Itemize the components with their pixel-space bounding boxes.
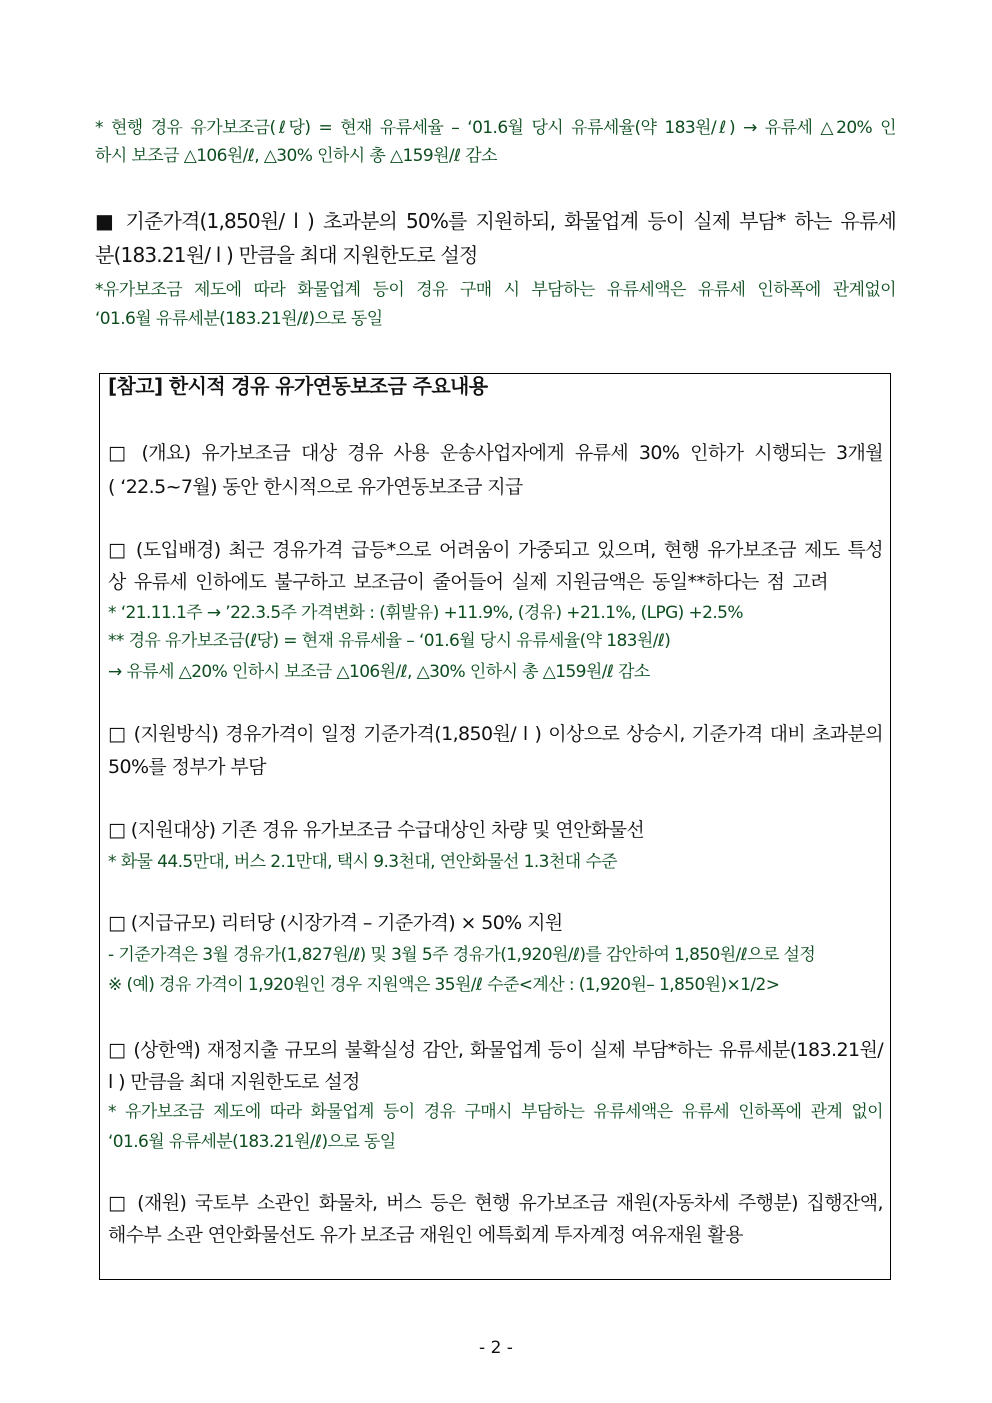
background-note-2: ** 경유 유가보조금(ℓ당) = 현재 유류세율 – ‘01.6월 당시 유류세율(약 183원/ℓ)	[108, 631, 671, 651]
main-point-line-1: ■ 기준가격(1,850원/ l ) 초과분의 50%를 지원하되, 화물업계 등이 실제 부담* 하는 유류세	[95, 209, 896, 233]
main-point-note-2: ‘01.6월 유류세분(183.21원/ℓ)으로 동일	[95, 309, 383, 329]
cap-note-2: ‘01.6월 유류세분(183.21원/ℓ)으로 동일	[108, 1132, 396, 1152]
main-point-note-1: *유가보조금 제도에 따라 화물업계 등이 경유 구매 시 부담하는 유류세액은 유류세 인하폭에 관계없이	[95, 280, 896, 300]
cap-note-1: * 유가보조금 제도에 따라 화물업계 등이 경유 구매시 부담하는 유류세액은 유류세 인하폭에 관계 없이	[108, 1102, 883, 1122]
target-note-1: * 화물 44.5만대, 버스 2.1만대, 택시 9.3천대, 연안화물선 1.3천대 수준	[108, 852, 617, 872]
top-note-line-2: 하시 보조금 △106원/ℓ, △30% 인하시 총 △159원/ℓ 감소	[95, 146, 497, 166]
background-note-1: * ‘21.11.1주 → ’22.3.5주 가격변화 : (휘발유) +11.9%, (경유) +21.1%, (LPG) +2.5%	[108, 603, 743, 623]
cap-line-1: □ (상한액) 재정지출 규모의 불확실성 감안, 화물업계 등이 실제 부담*하는 유류세분(183.21원/	[108, 1039, 883, 1061]
scale-line-1: □ (지급규모) 리터당 (시장가격 – 기준가격) × 50% 지원	[108, 912, 563, 934]
top-note-line-1: * 현행 경유 유가보조금(ℓ당) = 현재 유류세율 – ‘01.6월 당시 유류세율(약 183원/ℓ) → 유류세 △20% 인	[95, 118, 896, 138]
overview-line-1: □ (개요) 유가보조금 대상 경유 사용 운송사업자에게 유류세 30% 인하가 시행되는 3개월	[108, 442, 883, 464]
main-point-line-2: 분(183.21원/ l ) 만큼을 최대 지원한도로 설정	[95, 243, 478, 267]
funding-line-1: □ (재원) 국토부 소관인 화물차, 버스 등은 현행 유가보조금 재원(자동차세 주행분) 집행잔액,	[108, 1192, 883, 1214]
method-line-2: 50%를 정부가 부담	[108, 756, 266, 778]
method-line-1: □ (지원방식) 경유가격이 일정 기준가격(1,850원/ l ) 이상으로 상승시, 기준가격 대비 초과분의	[108, 723, 883, 745]
background-note-3: → 유류세 △20% 인하시 보조금 △106원/ℓ, △30% 인하시 총 △159원/ℓ 감소	[108, 662, 650, 682]
target-line-1: □ (지원대상) 기존 경유 유가보조금 수급대상인 차량 및 연안화물선	[108, 819, 645, 841]
funding-line-2: 해수부 소관 연안화물선도 유가 보조금 재원인 에특회계 투자계정 여유재원 활용	[108, 1224, 743, 1246]
background-line-1: □ (도입배경) 최근 경유가격 급등*으로 어려움이 가중되고 있으며, 현행 유가보조금 제도 특성	[108, 539, 883, 561]
overview-line-2: ( ‘22.5~7월) 동안 한시적으로 유가연동보조금 지급	[108, 476, 523, 498]
scale-note-2: ※ (예) 경유 가격이 1,920원인 경우 지원액은 35원/ℓ 수준<계산 : (1,920원– 1,850원)×1/2>	[108, 975, 780, 995]
scale-note-1: - 기준가격은 3월 경유가(1,827원/ℓ) 및 3월 5주 경유가(1,920원/ℓ)를 감안하여 1,850원/ℓ으로 설정	[108, 945, 816, 965]
cap-line-2: l ) 만큼을 최대 지원한도로 설정	[108, 1071, 360, 1093]
reference-box-title: [참고] 한시적 경유 유가연동보조금 주요내용	[108, 374, 488, 398]
page-number: - 2 -	[479, 1338, 513, 1358]
background-line-2: 상 유류세 인하에도 불구하고 보조금이 줄어들어 실제 지원금액은 동일**하다는 점 고려	[108, 571, 828, 593]
